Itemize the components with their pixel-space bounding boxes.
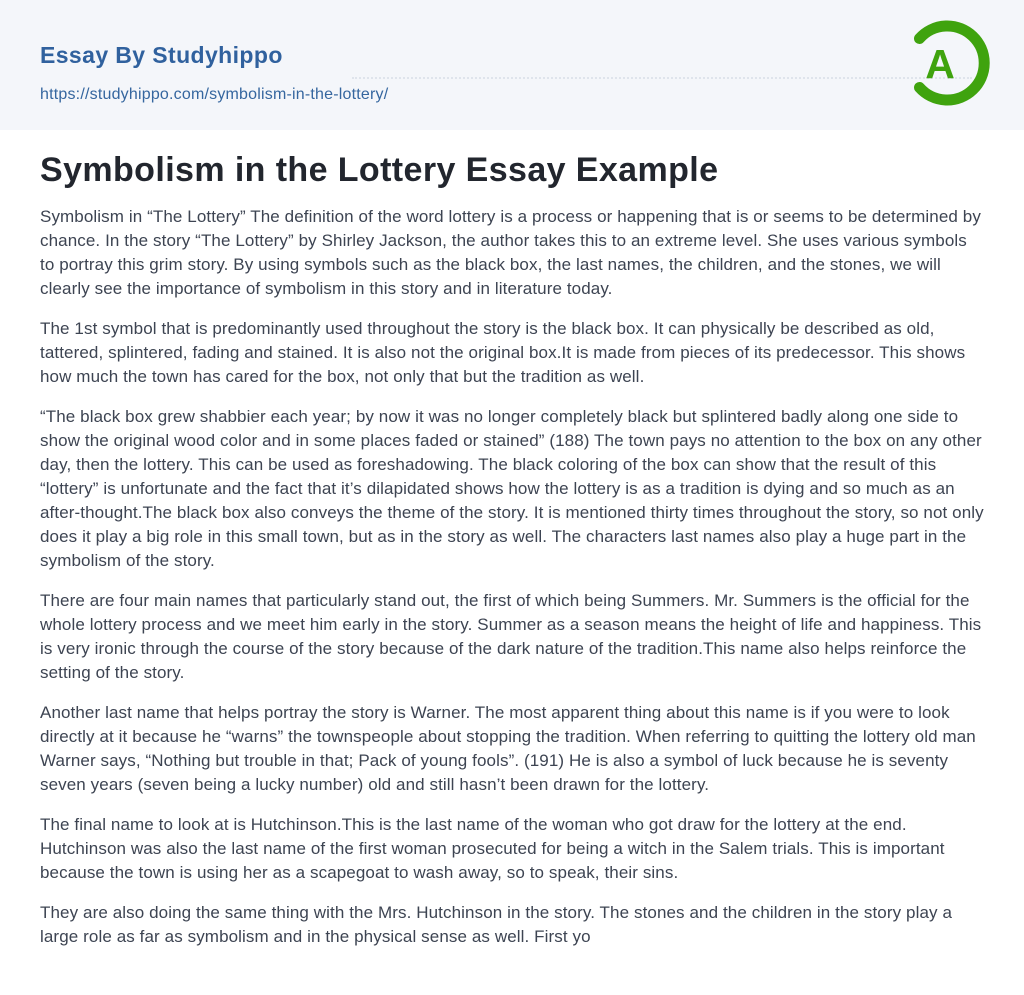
logo-letter: A xyxy=(925,41,955,87)
document-header xyxy=(0,0,1024,130)
essay-paragraph: The final name to look at is Hutchinson.This is the last name of the woman who got draw for the lottery at the end. Hutchinson was also the last name of the first woman prosecuted for being a witch in the Salem trials. This is important because the town is using her as a scapegoat to wash away, so to speak, their sins. xyxy=(40,815,945,882)
studyhippo-logo-icon xyxy=(900,18,990,108)
essay-paragraph: There are four main names that particularly stand out, the first of which being Summers. Mr. Summers is the official for the whole lottery process and we meet him early in the story. Summer as a season means the height of life and happiness. This is very ironic through the course of the story because of the dark nature of the tradition.This name also helps reinforce the setting of the story. xyxy=(40,591,982,682)
essay-paragraph: “The black box grew shabbier each year; by now it was no longer completely black but splintered badly along one side to show the original wood color and in some places faded or stained” (188) The town pays no attention to the box on any other day, then the lottery. This can be used as foreshadowing. The black coloring of the box can show that the result of this “lottery” is unfortunate and the fact that it’s dilapidated shows how the lottery is as a tradition is dying and so much as an after-thought.The black box also conveys the theme of the story. It is mentioned thirty times throughout the story, so not only does it play a big role in this small town, but as in the story as well. The characters last names also play a huge part in the symbolism of the story. xyxy=(40,407,984,570)
essay-content xyxy=(0,150,1024,949)
essay-paragraph: They are also doing the same thing with the Mrs. Hutchinson in the story. The stones and the children in the story play a large role as far as symbolism and in the physical sense as well. First yo xyxy=(40,903,953,946)
essay-paragraph: Symbolism in “The Lottery” The definition of the word lottery is a process or happening that is or seems to be determined by chance. In the story “The Lottery” by Shirley Jackson, the author takes this to an extreme level. She uses various symbols to portray this grim story. By using symbols such as the black box, the last names, the children, and the stones, we will clearly see the importance of symbolism in this story and in literature today. xyxy=(40,207,981,298)
header-divider xyxy=(352,77,972,79)
essay-paragraph: The 1st symbol that is predominantly used throughout the story is the black box. It can physically be described as old, tattered, splintered, fading and stained. It is also not the original box.It is made from pieces of its predecessor. This shows how much the town has cared for the box, not only that but the tradition as well. xyxy=(40,319,966,386)
site-title: Essay By Studyhippo xyxy=(40,42,283,68)
logo-arc-icon xyxy=(900,18,990,108)
essay-paragraph: Another last name that helps portray the story is Warner. The most apparent thing about this name is if you were to look directly at it because he “warns” the townspeople about stopping the tradition. When referring to quitting the lottery old man Warner says, “Nothing but trouble in that; Pack of young fools”. (191) He is also a symbol of luck because he is seventy seven years (seven being a lucky number) old and still hasn’t been drawn for the lottery. xyxy=(40,703,976,794)
essay-title: Symbolism in the Lottery Essay Example xyxy=(40,151,719,189)
source-url-link[interactable]: https://studyhippo.com/symbolism-in-the-lottery/ xyxy=(40,86,389,103)
